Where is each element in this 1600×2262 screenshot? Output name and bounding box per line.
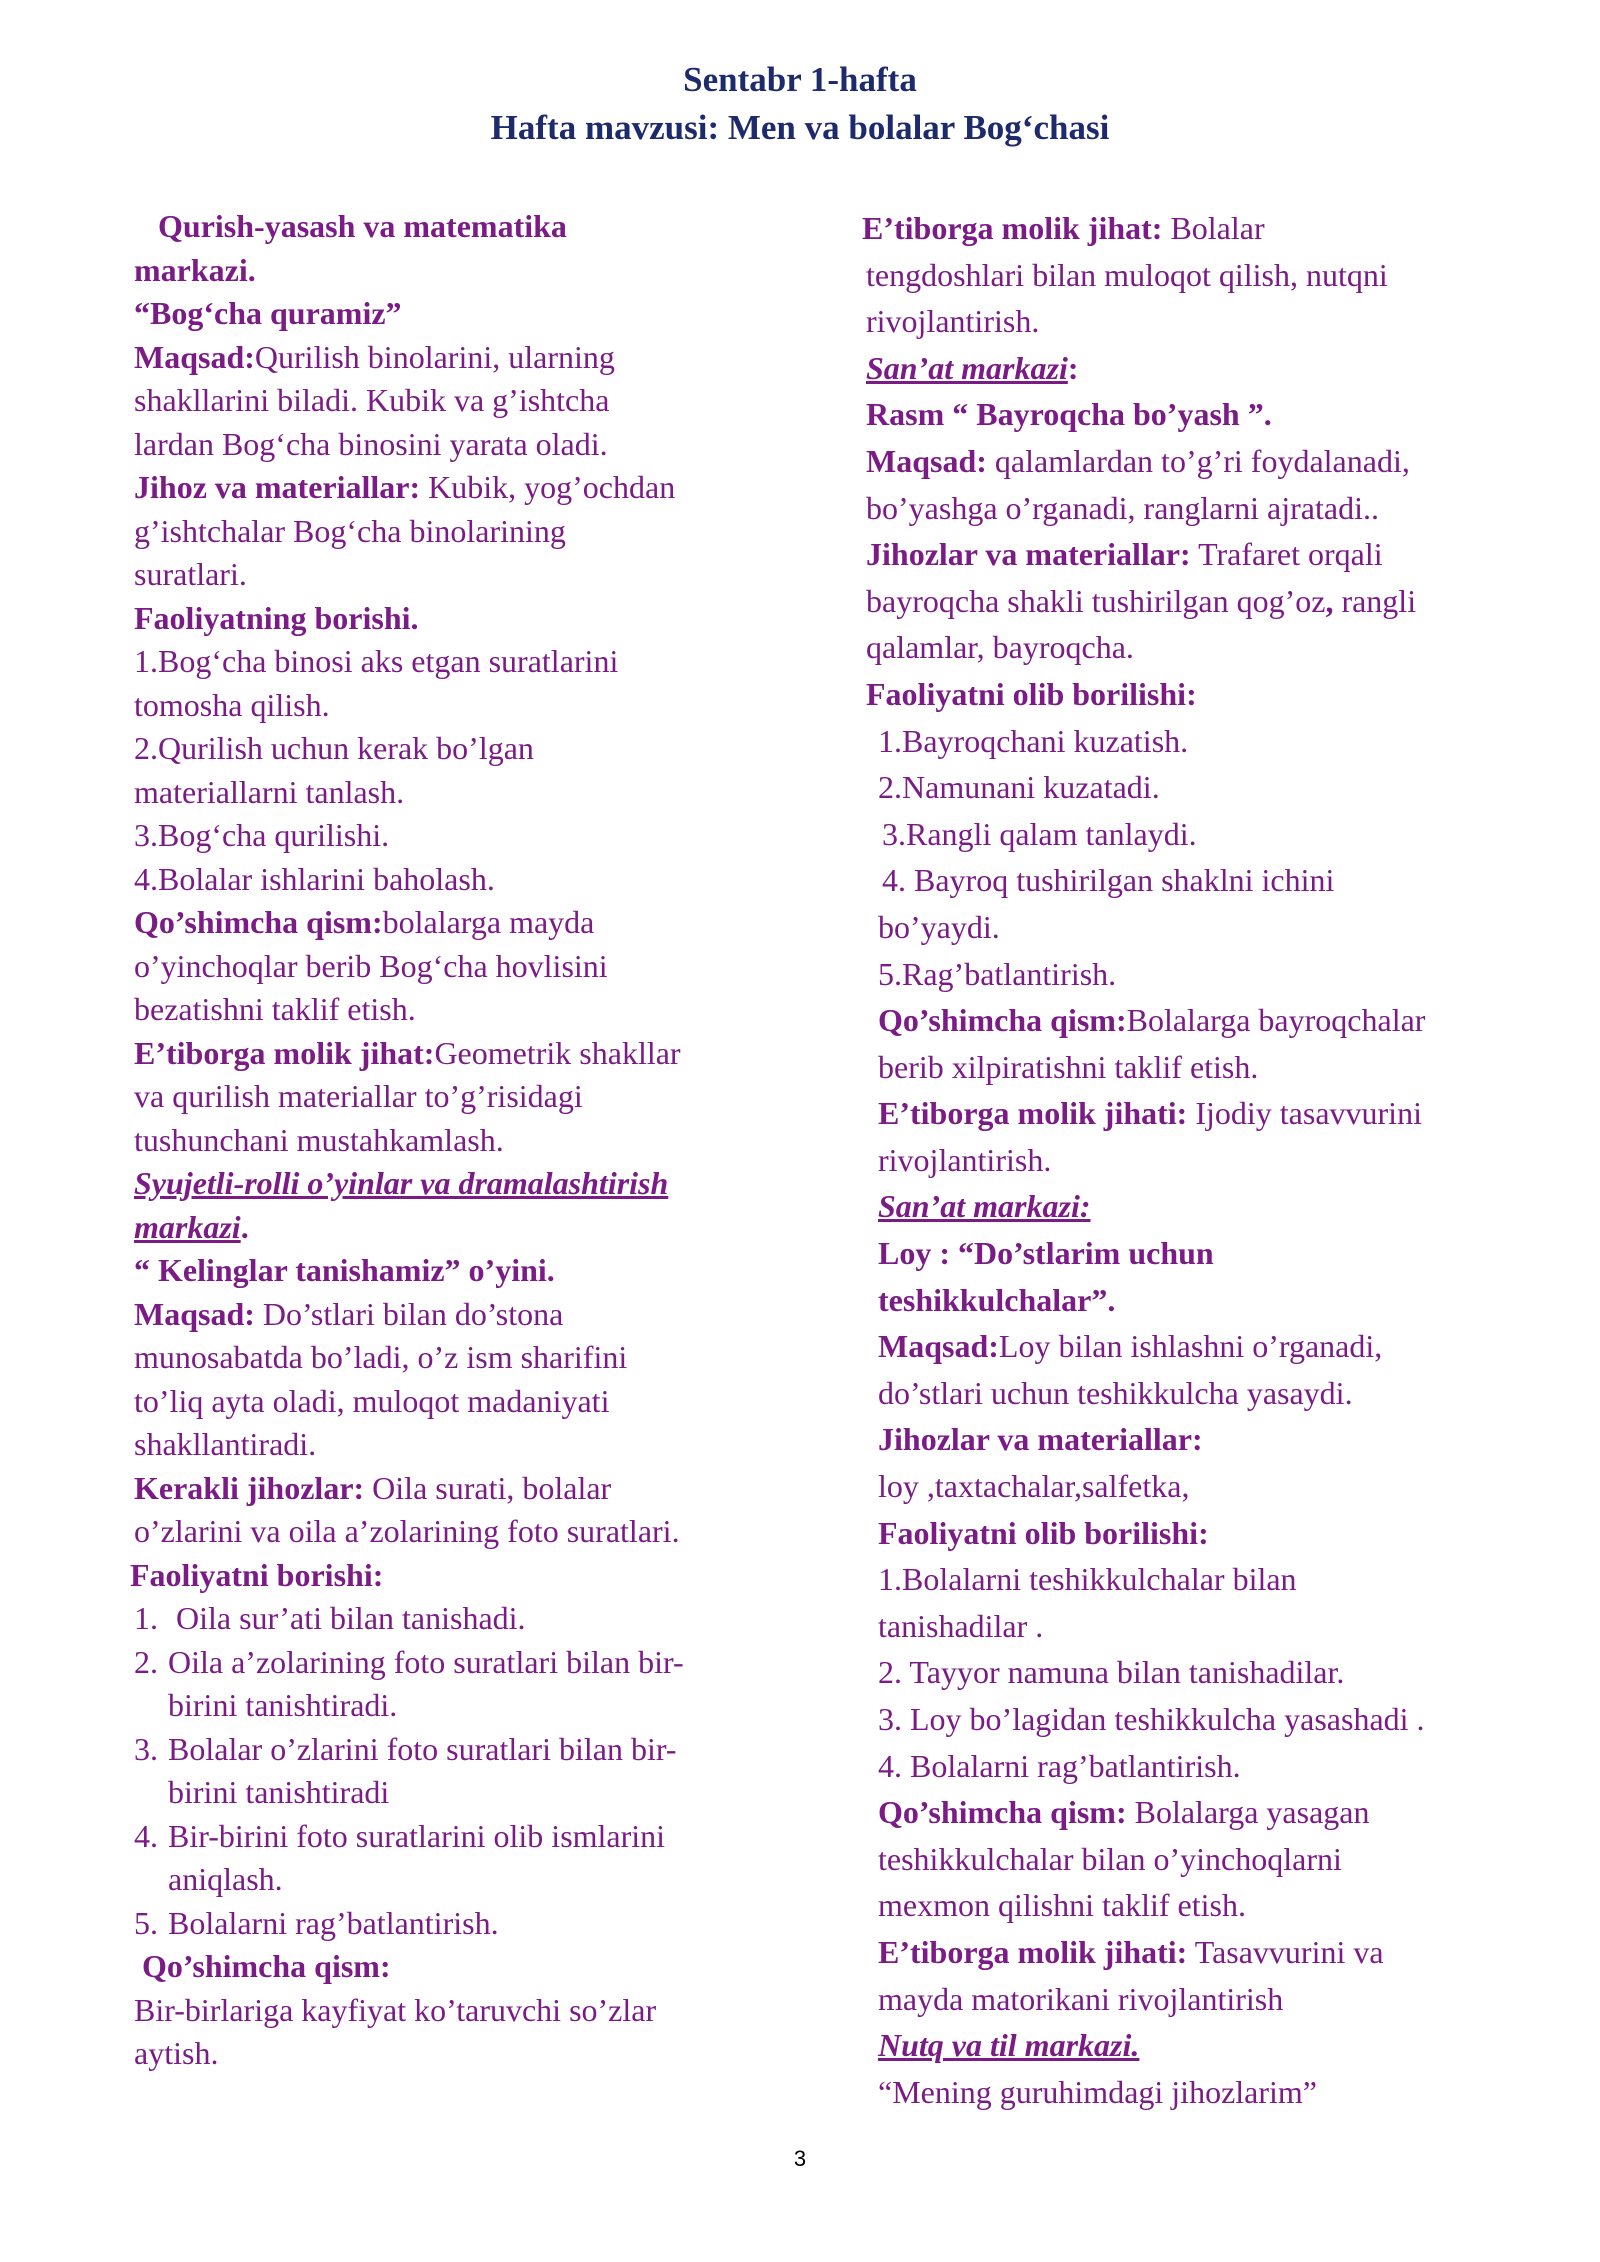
list-item-cont: birini tanishtiradi. [168,1687,398,1723]
additional-line: Qo’shimcha qism:bolalarga mayda [134,904,595,940]
procedure-label: Faoliyatni olib borilishi: [878,1514,1209,1551]
procedure-label: Faoliyatni olib borilishi: [866,675,1197,712]
procedure-step: 3. Loy bo’lagidan teshikkulcha yasashadi . [878,1701,1425,1737]
goal-label: Maqsad: [878,1328,999,1365]
goal-line: shakllarini biladi. Kubik va g’ishtcha [134,382,610,418]
materials-label: Kerakli jihozlar: [134,1469,365,1506]
note-line: va qurilish materiallar to’g’risidagi [134,1078,583,1114]
materials-line: Jihozlar va materiallar: Trafaret orqali [866,536,1383,573]
center-title-line: markazi. [134,251,256,288]
activity-title: Rasm “ Bayroqcha bo’yash ”. [866,396,1272,433]
materials-line: g’ishtchalar Bog‘cha binolarining [134,512,566,549]
list-item: 2. Oila a’zolarining foto suratlari bilan bir- [134,1643,684,1680]
note-line: mayda matorikani rivojlantirish [878,1980,1284,2017]
activity-title: “Mening guruhimdagi jihozlarim” [878,2073,1317,2110]
goal-line: do’stlari uchun teshikkulcha yasaydi. [878,1374,1353,1411]
materials-line: Jihoz va materiallar: Kubik, yog’ochdan [134,469,676,505]
note-line: rivojlantirish. [866,303,1040,340]
procedure-step: tomosha qilish. [134,686,330,723]
procedure-step: 2. Tayyor namuna bilan tanishadilar. [878,1654,1345,1691]
page-subtitle: Hafta mavzusi: Men va bolalar Bog‘chasi [490,108,1110,147]
goal-line: to’liq ayta oladi, muloqot madaniyati [134,1382,610,1419]
note-label: E’tiborga molik jihat: [862,210,1163,246]
note-line: rivojlantirish. [878,1141,1052,1178]
additional-label: Qo’shimcha qism: [134,904,383,940]
additional-line: berib xilpiratishni taklif etish. [878,1048,1259,1085]
goal-line: Maqsad: qalamlardan to’g’ri foydalanadi, [866,442,1410,479]
page-number: 3 [793,2146,807,2171]
procedure-label: Faoliyatning borishi. [134,599,419,636]
list-item: 5. Bolalarni rag’batlantirish. [134,1904,499,1941]
additional-line: mexmon qilishni taklif etish. [878,1887,1246,1924]
left-column [130,205,794,2076]
additional-line: teshikkulchalar bilan o’yinchoqlarni [878,1840,1342,1877]
additional-label: Qo’shimcha qism: [878,1002,1127,1039]
materials-label: Jihozlar va materiallar: [866,536,1191,573]
center-heading: San’at markazi: [866,349,1079,386]
additional-line: aytish. [134,2035,219,2071]
page-header [0,56,1600,152]
additional-label: Qo’shimcha qism: [142,1948,391,1984]
list-item: 1. Oila sur’ati bilan tanishadi. [134,1600,526,1636]
note-label: E’tiborga molik jihati: [878,1095,1188,1132]
materials-label: Jihoz va materiallar: [134,469,421,505]
procedure-step: 4. Bolalarni rag’batlantirish. [878,1747,1241,1784]
procedure-step: 3.Rangli qalam tanlaydi. [882,815,1197,852]
center-heading: San’at markazi: [878,1188,1091,1225]
center-title-line: Qurish-yasash va matematika [158,208,567,244]
materials-line: bayroqcha shakli tushirilgan qog’oz, rangli [866,582,1417,619]
procedure-step: 4. Bayroq tushirilgan shaklni ichini [882,862,1335,899]
procedure-step: 1.Bolalarni teshikkulchalar bilan [878,1561,1297,1598]
goal-label: Maqsad: [134,338,255,375]
goal-line: Maqsad:Qurilish binolarini, ularning [134,338,615,375]
procedure-step: 4.Bolalar ishlarini baholash. [134,860,495,897]
note-label: E’tiborga molik jihat: [134,1034,435,1071]
procedure-step: 1.Bayroqchani kuzatish. [878,722,1189,759]
procedure-step: 2.Qurilish uchun kerak bo’lgan [134,730,534,766]
note-line: E’tiborga molik jihati: Tasavvurini va [878,1933,1384,1970]
additional-label: Qo’shimcha qism: [878,1794,1127,1831]
additional-line: Qo’shimcha qism: Bolalarga yasagan [878,1794,1370,1831]
goal-line: lardan Bog‘cha binosini yarata oladi. [134,425,608,462]
note-line: tushunchani mustahkamlash. [134,1121,504,1158]
procedure-step: 1.Bog‘cha binosi aks etgan suratlarini [134,643,619,679]
materials-line: loy ,taxtachalar,salfetka, [878,1468,1190,1505]
additional-line: o’yinchoqlar berib Bog‘cha hovlisini [134,947,608,984]
procedure-step: materiallarni tanlash. [134,773,405,810]
activity-title: Loy : “Do’stlarim uchun [878,1235,1214,1272]
procedure-step: tanishadilar . [878,1607,1044,1644]
procedure-step: 5.Rag’batlantirish. [878,955,1117,992]
list-item-cont: birini tanishtiradi [168,1774,390,1810]
list-item: 3. Bolalar o’zlarini foto suratlari bilan bir- [134,1730,677,1767]
procedure-label: Faoliyatni borishi: [130,1556,384,1593]
materials-line: Kerakli jihozlar: Oila surati, bolalar [134,1469,612,1506]
activity-title: teshikkulchalar”. [878,1281,1116,1318]
materials-line: suratlari. [134,556,247,592]
note-line: E’tiborga molik jihati: Ijodiy tasavvurini [878,1095,1422,1132]
list-item: 4. Bir-birini foto suratlarini olib ismlarini [134,1817,666,1854]
center-heading: Nutq va til markazi. [878,2027,1140,2064]
additional-line: Bir-birlariga kayfiyat ko’taruvchi so’zlar [134,1991,657,2028]
procedure-list [134,1597,794,1945]
additional-line: Qo’shimcha qism:Bolalarga bayroqchalar [878,1002,1426,1039]
goal-line: munosabatda bo’ladi, o’z ism sharifini [134,1339,628,1375]
page-title: Sentabr 1-hafta [683,60,917,99]
procedure-step: bo’yaydi. [878,908,1000,945]
goal-line: bo’yashga o’rganadi, ranglarni ajratadi.. [866,489,1379,526]
goal-line: Maqsad: Do’stlari bilan do’stona [134,1295,564,1332]
materials-line: qalamlar, bayroqcha. [866,629,1134,666]
activity-title: “Bog‘cha quramiz” [134,295,402,331]
additional-line: bezatishni taklif etish. [134,991,416,1027]
note-line: E’tiborga molik jihat: Bolalar [862,210,1265,246]
right-column [862,205,1546,2115]
center-heading: Syujetli-rolli o’yinlar va dramalashtirish [134,1165,669,1201]
goal-label: Maqsad: [866,442,987,479]
materials-label: Jihozlar va materiallar: [878,1421,1203,1458]
game-title: “ Kelinglar tanishamiz” o’yini. [134,1252,555,1288]
procedure-step: 3.Bog‘cha qurilishi. [134,817,390,853]
goal-line: Maqsad:Loy bilan ishlashni o’rganadi, [878,1328,1383,1365]
note-line: tengdoshlari bilan muloqot qilish, nutqni [866,256,1388,293]
note-line: E’tiborga molik jihat:Geometrik shakllar [134,1034,681,1071]
note-label: E’tiborga molik jihati: [878,1933,1188,1970]
center-heading: markazi. [134,1208,249,1245]
goal-line: shakllantiradi. [134,1426,317,1462]
procedure-step: 2.Namunani kuzatadi. [878,769,1160,806]
materials-line: o’zlarini va oila a’zolarining foto suratlari. [134,1513,680,1549]
list-item-cont: aniqlash. [168,1861,283,1897]
goal-label: Maqsad: [134,1295,255,1332]
